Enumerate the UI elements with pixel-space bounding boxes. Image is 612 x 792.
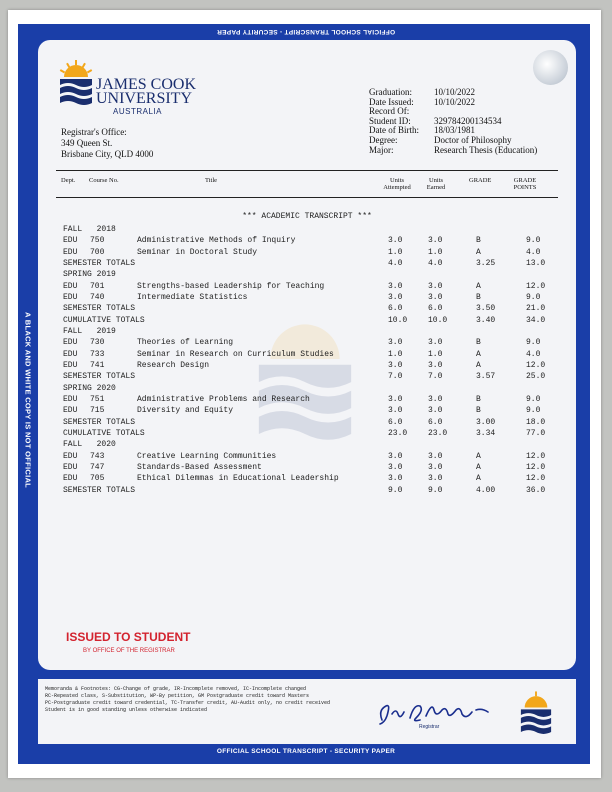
cell-gp: 12.0 bbox=[526, 360, 546, 370]
cell-att: 3.0 bbox=[388, 406, 403, 416]
cell-dept: SEMESTER TOTALS bbox=[63, 258, 136, 268]
cell-title: Research Design bbox=[137, 360, 210, 370]
cell-grade: A bbox=[476, 451, 481, 461]
col-course-no: Course No. bbox=[89, 177, 119, 184]
cell-num: 715 bbox=[90, 406, 105, 416]
cell-grade: B bbox=[476, 338, 481, 348]
cell-title: Administrative Problems and Research bbox=[137, 394, 310, 404]
cell-gp: 13.0 bbox=[526, 258, 546, 268]
security-band-right: A BLACK AND WHITE COPY IS NOT OFFICIAL bbox=[588, 311, 598, 489]
cell-title: Ethical Dilemmas in Educational Leadership bbox=[137, 474, 339, 484]
transcript-row bbox=[63, 269, 563, 280]
cell-grade: 4.00 bbox=[476, 485, 496, 495]
jcu-sun-waves-icon bbox=[58, 60, 94, 117]
transcript-row bbox=[63, 315, 563, 326]
cell-num: 733 bbox=[90, 349, 105, 359]
cell-earn: 3.0 bbox=[428, 292, 443, 302]
cell-gp: 12.0 bbox=[526, 474, 546, 484]
cell-grade: 3.40 bbox=[476, 315, 496, 325]
cell-dept: EDU bbox=[63, 236, 78, 246]
student-info-label: Record Of: bbox=[369, 106, 410, 117]
student-info-row bbox=[369, 146, 537, 156]
cell-dept: EDU bbox=[63, 292, 78, 302]
transcript-row bbox=[63, 292, 563, 303]
cell-gp: 12.0 bbox=[526, 451, 546, 461]
registrar-label: Registrar bbox=[419, 724, 440, 730]
cell-num: 730 bbox=[90, 338, 105, 348]
cell-earn: 3.0 bbox=[428, 360, 443, 370]
cell-grade: A bbox=[476, 474, 481, 484]
cell-earn: 1.0 bbox=[428, 349, 443, 359]
footer-logo-icon bbox=[519, 690, 553, 747]
cell-dept: EDU bbox=[63, 406, 78, 416]
transcript-row bbox=[63, 473, 563, 484]
cell-earn: 6.0 bbox=[428, 417, 443, 427]
cell-dept: CUMULATIVE TOTALS bbox=[63, 428, 145, 438]
cell-grade: A bbox=[476, 349, 481, 359]
cell-dept: SEMESTER TOTALS bbox=[63, 417, 136, 427]
cell-grade: B bbox=[476, 292, 481, 302]
cell-num: 701 bbox=[90, 281, 105, 291]
transcript-row bbox=[63, 326, 563, 337]
cell-grade: 3.34 bbox=[476, 428, 496, 438]
cell-gp: 34.0 bbox=[526, 315, 546, 325]
transcript-rows bbox=[63, 224, 563, 496]
cell-earn: 3.0 bbox=[428, 394, 443, 404]
cell-grade: A bbox=[476, 247, 481, 257]
cell-earn: 10.0 bbox=[428, 315, 448, 325]
cell-grade: B bbox=[476, 236, 481, 246]
col-grade-points: GRADE POINTS bbox=[513, 177, 537, 191]
transcript-row bbox=[63, 349, 563, 360]
transcript-row bbox=[63, 258, 563, 269]
cell-dept: EDU bbox=[63, 462, 78, 472]
cell-title: Creative Learning Communities bbox=[137, 451, 277, 461]
cell-gp: 9.0 bbox=[526, 236, 541, 246]
registrar-office-address: Registrar's Office: 349 Queen St. Brisbane City, QLD 4000 bbox=[61, 127, 154, 159]
cell-att: 3.0 bbox=[388, 236, 403, 246]
transcript-row bbox=[63, 439, 563, 450]
memoranda-footnotes: Memoranda & Footnotes: CG-Change of grade, IR-Incomplete removed, IC-Incomplete changed RC-Repeated class, S-Substitution, WP-By petition, GM Postgraduate credit toward Masters PC-Postgraduate credit toward credential, TC-Transfer credit, AU-Audit only, no credit received Student is in good standing unless otherwise indicated bbox=[45, 686, 331, 713]
security-band-top: OFFICIAL SCHOOL TRANSCRIPT - SECURITY PAPER bbox=[216, 28, 396, 35]
cell-earn: 23.0 bbox=[428, 428, 448, 438]
cell-earn: 3.0 bbox=[428, 474, 443, 484]
student-info-value: Doctor of Philosophy bbox=[434, 134, 512, 145]
cell-gp: 36.0 bbox=[526, 485, 546, 495]
cell-dept: EDU bbox=[63, 338, 78, 348]
cell-earn: 7.0 bbox=[428, 372, 443, 382]
student-info bbox=[369, 88, 537, 155]
cell-earn: 6.0 bbox=[428, 304, 443, 314]
cell-att: 3.0 bbox=[388, 281, 403, 291]
cell-title: Theories of Learning bbox=[137, 338, 234, 348]
col-grade: GRADE bbox=[469, 177, 492, 184]
cell-num: 740 bbox=[90, 292, 105, 302]
cell-att: 10.0 bbox=[388, 315, 408, 325]
transcript-row bbox=[63, 360, 563, 371]
cell-gp: 18.0 bbox=[526, 417, 546, 427]
cell-earn: 9.0 bbox=[428, 485, 443, 495]
cell-num: 741 bbox=[90, 360, 105, 370]
cell-num: 700 bbox=[90, 247, 105, 257]
cell-dept: EDU bbox=[63, 247, 78, 257]
transcript-row bbox=[63, 224, 563, 235]
transcript-row bbox=[63, 337, 563, 348]
cell-num: 743 bbox=[90, 451, 105, 461]
cell-dept: SEMESTER TOTALS bbox=[63, 304, 136, 314]
cell-grade: B bbox=[476, 394, 481, 404]
transcript-row bbox=[63, 417, 563, 428]
cell-dept: EDU bbox=[63, 349, 78, 359]
cell-title: Seminar in Doctoral Study bbox=[137, 247, 258, 257]
student-info-value: 329784200134534 bbox=[434, 115, 502, 126]
cell-grade: A bbox=[476, 281, 481, 291]
cell-earn: 3.0 bbox=[428, 338, 443, 348]
cell-dept: CUMULATIVE TOTALS bbox=[63, 315, 145, 325]
cell-grade: B bbox=[476, 406, 481, 416]
transcript-row bbox=[63, 383, 563, 394]
cell-dept: FALL 2020 bbox=[63, 440, 116, 450]
cell-att: 3.0 bbox=[388, 462, 403, 472]
student-info-label: Major: bbox=[369, 144, 394, 155]
cell-dept: SEMESTER TOTALS bbox=[63, 372, 136, 382]
student-info-label: Date Issued: bbox=[369, 96, 414, 107]
transcript-row bbox=[63, 247, 563, 258]
cell-earn: 3.0 bbox=[428, 406, 443, 416]
cell-earn: 4.0 bbox=[428, 258, 443, 268]
col-dept: Dept. bbox=[61, 177, 76, 184]
university-country: AUSTRALIA bbox=[113, 107, 162, 116]
security-band-left: A BLACK AND WHITE COPY IS NOT OFFICIAL bbox=[23, 311, 33, 489]
cell-earn: 3.0 bbox=[428, 462, 443, 472]
university-name: JAMES COOK UNIVERSITY bbox=[96, 76, 197, 107]
cell-dept: EDU bbox=[63, 474, 78, 484]
cell-num: 747 bbox=[90, 462, 105, 472]
cell-att: 9.0 bbox=[388, 485, 403, 495]
transcript-row bbox=[63, 371, 563, 382]
cell-att: 6.0 bbox=[388, 304, 403, 314]
cell-gp: 12.0 bbox=[526, 281, 546, 291]
cell-grade: 3.50 bbox=[476, 304, 496, 314]
transcript-title: *** ACADEMIC TRANSCRIPT *** bbox=[242, 212, 372, 221]
security-band-bottom: OFFICIAL SCHOOL TRANSCRIPT - SECURITY PAPER bbox=[216, 748, 396, 755]
issued-stamp-title: ISSUED TO STUDENT bbox=[66, 630, 191, 644]
transcript-row bbox=[63, 303, 563, 314]
cell-title: Seminar in Research on Curriculum Studies bbox=[137, 349, 334, 359]
transcript-row bbox=[63, 394, 563, 405]
header-divider-top bbox=[56, 170, 558, 171]
student-info-value: 10/10/2022 bbox=[434, 87, 476, 97]
cell-earn: 3.0 bbox=[428, 236, 443, 246]
cell-dept: EDU bbox=[63, 281, 78, 291]
cell-gp: 9.0 bbox=[526, 394, 541, 404]
cell-earn: 1.0 bbox=[428, 247, 443, 257]
cell-gp: 9.0 bbox=[526, 338, 541, 348]
cell-dept: FALL 2018 bbox=[63, 225, 116, 234]
cell-att: 23.0 bbox=[388, 428, 408, 438]
col-units-attempted: Units Attempted bbox=[383, 177, 411, 191]
cell-dept: EDU bbox=[63, 360, 78, 370]
cell-gp: 4.0 bbox=[526, 247, 541, 257]
student-info-label: Graduation: bbox=[369, 87, 412, 97]
cell-att: 3.0 bbox=[388, 360, 403, 370]
cell-title: Intermediate Statistics bbox=[137, 292, 248, 302]
transcript-row bbox=[63, 462, 563, 473]
cell-dept: EDU bbox=[63, 394, 78, 404]
cell-gp: 12.0 bbox=[526, 462, 546, 472]
cell-gp: 25.0 bbox=[526, 372, 546, 382]
transcript-row bbox=[63, 451, 563, 462]
transcript-row bbox=[63, 235, 563, 246]
student-info-value: 10/10/2022 bbox=[434, 96, 476, 107]
col-title: Title bbox=[205, 177, 218, 184]
issued-stamp-subtitle: BY OFFICE OF THE REGISTRAR bbox=[83, 648, 175, 654]
cell-title: Standards-Based Assessment bbox=[137, 462, 262, 472]
cell-att: 7.0 bbox=[388, 372, 403, 382]
transcript-row bbox=[63, 428, 563, 439]
cell-earn: 3.0 bbox=[428, 451, 443, 461]
transcript-row bbox=[63, 405, 563, 416]
transcript-row bbox=[63, 281, 563, 292]
col-units-earned: Units Earned bbox=[426, 177, 446, 191]
cell-gp: 9.0 bbox=[526, 292, 541, 302]
cell-att: 3.0 bbox=[388, 394, 403, 404]
cell-title: Administrative Methods of Inquiry bbox=[137, 236, 296, 246]
student-info-value: Research Thesis (Education) bbox=[434, 144, 538, 155]
cell-title: Strengths-based Leadership for Teaching bbox=[137, 281, 325, 291]
cell-gp: 21.0 bbox=[526, 304, 546, 314]
cell-title: Diversity and Equity bbox=[137, 406, 234, 416]
hologram-seal bbox=[533, 50, 568, 85]
cell-att: 3.0 bbox=[388, 474, 403, 484]
cell-grade: 3.00 bbox=[476, 417, 496, 427]
cell-gp: 9.0 bbox=[526, 406, 541, 416]
cell-grade: 3.57 bbox=[476, 372, 496, 382]
cell-dept: SPRING 2019 bbox=[63, 270, 116, 280]
transcript-row bbox=[63, 485, 563, 496]
cell-num: 751 bbox=[90, 394, 105, 404]
cell-att: 4.0 bbox=[388, 258, 403, 268]
cell-gp: 77.0 bbox=[526, 428, 546, 438]
cell-att: 3.0 bbox=[388, 451, 403, 461]
cell-gp: 4.0 bbox=[526, 349, 541, 359]
cell-earn: 3.0 bbox=[428, 281, 443, 291]
cell-att: 3.0 bbox=[388, 292, 403, 302]
student-info-label: Degree: bbox=[369, 134, 398, 145]
cell-num: 750 bbox=[90, 236, 105, 246]
cell-att: 6.0 bbox=[388, 417, 403, 427]
cell-dept: SPRING 2020 bbox=[63, 383, 116, 393]
cell-grade: 3.25 bbox=[476, 258, 496, 268]
student-info-label: Date of Birth: bbox=[369, 125, 419, 136]
header-divider-bottom bbox=[56, 197, 558, 198]
student-info-value: 18/03/1981 bbox=[434, 125, 476, 136]
cell-dept: SEMESTER TOTALS bbox=[63, 485, 136, 495]
cell-att: 1.0 bbox=[388, 349, 403, 359]
cell-num: 705 bbox=[90, 474, 105, 484]
cell-att: 1.0 bbox=[388, 247, 403, 257]
cell-grade: A bbox=[476, 360, 481, 370]
cell-grade: A bbox=[476, 462, 481, 472]
cell-att: 3.0 bbox=[388, 338, 403, 348]
cell-dept: FALL 2019 bbox=[63, 326, 116, 336]
student-info-label: Student ID: bbox=[369, 115, 411, 126]
cell-dept: EDU bbox=[63, 451, 78, 461]
